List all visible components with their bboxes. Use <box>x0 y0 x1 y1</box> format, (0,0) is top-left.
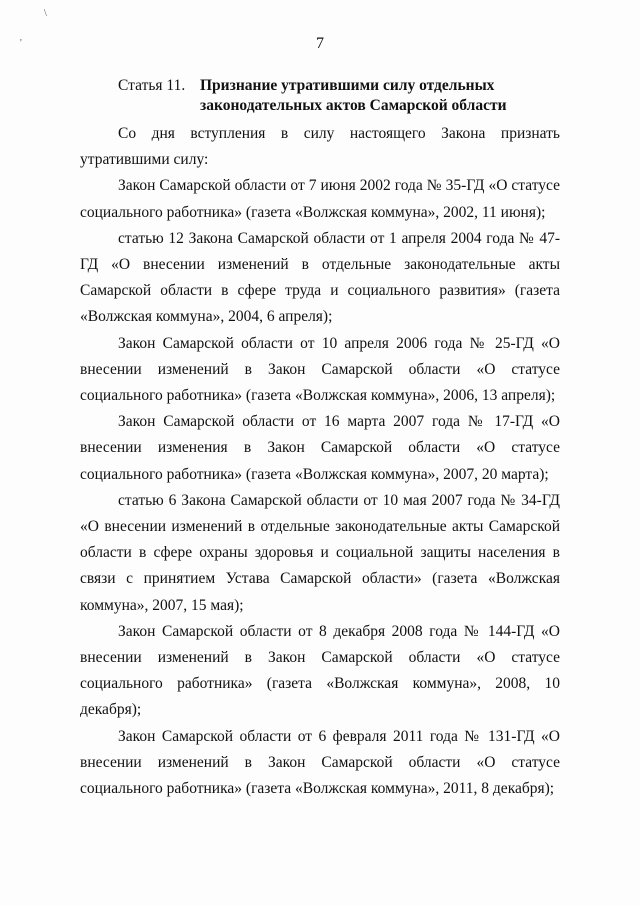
article-label: Статья 11. <box>118 77 186 94</box>
scan-artifact-mark: \ <box>44 8 47 19</box>
scan-artifact-mark: ' <box>20 38 22 49</box>
document-body <box>80 121 560 802</box>
paragraph-item: статью 6 Закона Самарской области от 10 мая 2007 года № 34-ГД «О внесении изменений в отдельные законодательные акты Самарской области в сфере охраны здоровья и социальной защиты населения в связи с принятием Устава Самарской области» (газета «Волжская коммуна», 2007, 15 мая); <box>80 491 560 614</box>
paragraph-item: Закон Самарской области от 6 февраля 2011 года № 131-ГД «О внесении изменений в Закон Самарской области «О статусе социального работника» (газета «Волжская коммуна», 2011, 8 декабря); <box>80 727 560 798</box>
paragraph-item: Закон Самарской области от 16 марта 2007 года № 17-ГД «О внесении изменения в Закон Самарской области «О статусе социального работника» (газета «Волжская коммуна», 2007, 20 марта); <box>80 413 560 483</box>
article-title: Признание утратившими силу отдельных законодательных актов Самарской области <box>200 77 507 114</box>
paragraph-intro: Со дня вступления в силу настоящего Закона признать утратившими силу: <box>80 125 560 169</box>
paragraph-item: Закон Самарской области от 10 апреля 2006 года № 25-ГД «О внесении изменений в Закон Самарской области «О статусе социального работника» (газета «Волжская коммуна», 2006, 13 апреля); <box>80 334 560 405</box>
paragraph-item: Закон Самарской области от 7 июня 2002 года № 35-ГД «О статусе социального работника» (газета «Волжская коммуна», 2002, 11 июня); <box>80 177 560 221</box>
paragraph-item: статью 12 Закона Самарской области от 1 апреля 2004 года № 47-ГД «О внесении изменений в отдельные законодательные акты Самарской области в сфере труда и социального развития» (газета «Волжская коммуна», 2004, 6 апреля); <box>80 229 560 326</box>
page-number: 7 <box>316 35 324 52</box>
paragraph-item: Закон Самарской области от 8 декабря 2008 года № 144-ГД «О внесении изменений в Закон Самарской области «О статусе социального работника» (газета «Волжская коммуна», 2008, 10 декабря); <box>80 622 560 719</box>
